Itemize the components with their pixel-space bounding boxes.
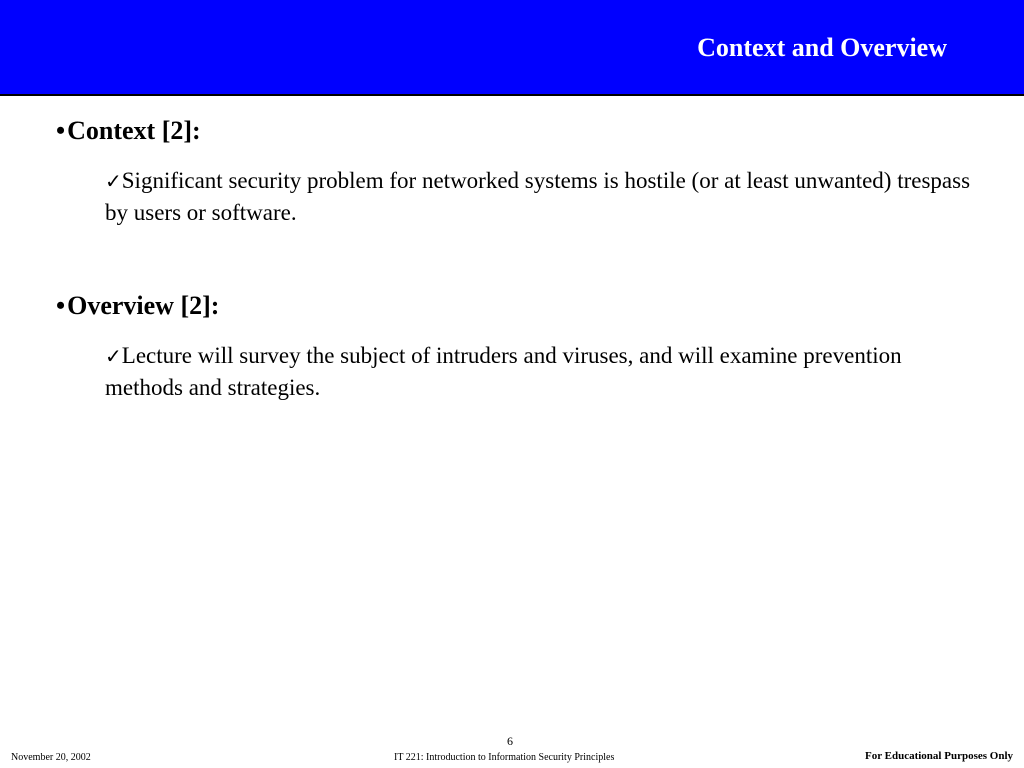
sub-item <box>105 165 975 228</box>
section-heading-text: Context [2]: <box>67 116 201 145</box>
footer-note: For Educational Purposes Only <box>864 750 1013 762</box>
sub-item-text: Significant security problem for networked systems is hostile (or at least unwanted) trespass by users or software. <box>105 168 971 225</box>
checkmark-icon: ✓ <box>105 344 122 368</box>
section-heading <box>56 115 975 147</box>
footer-course: IT 221: Introduction to Information Security Principles <box>394 752 615 763</box>
section-context <box>56 115 975 228</box>
slide-number: 6 <box>507 734 513 748</box>
bullet-icon: • <box>56 116 66 145</box>
bullet-icon: • <box>56 291 66 320</box>
section-heading-text: Overview [2]: <box>67 291 220 320</box>
section-overview <box>56 290 975 403</box>
slide-title: Context and Overview <box>697 33 947 62</box>
checkmark-icon: ✓ <box>105 169 122 193</box>
sub-item <box>105 340 975 403</box>
slide-header <box>0 0 1024 96</box>
footer-date: November 20, 2002 <box>11 752 91 763</box>
sub-item-text: Lecture will survey the subject of intruders and viruses, and will examine prevention methods and strategies. <box>105 343 902 400</box>
section-heading <box>56 290 975 322</box>
